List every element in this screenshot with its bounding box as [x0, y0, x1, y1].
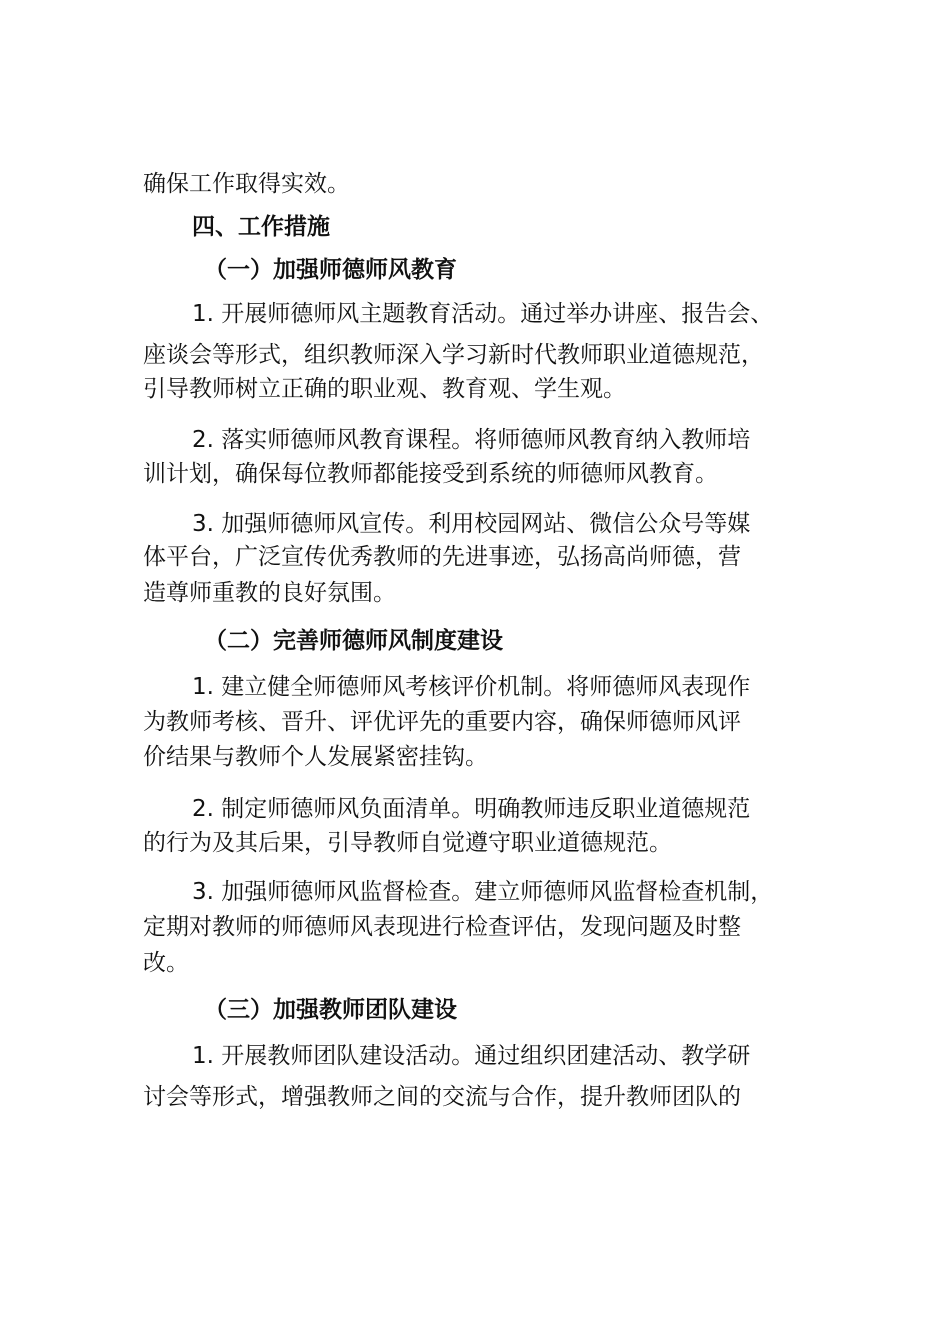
body-line: 座谈会等形式，组织教师深入学习新时代教师职业道德规范，: [143, 342, 764, 368]
body-line: 体平台，广泛宣传优秀教师的先进事迹，弘扬高尚师德，营: [143, 544, 741, 570]
body-line: 改。: [143, 950, 189, 976]
body-line: 1. 建立健全师德师风考核评价机制。将师德师风表现作: [192, 674, 751, 700]
body-line: 1. 开展教师团队建设活动。通过组织团建活动、教学研: [192, 1043, 751, 1069]
body-line: 2. 制定师德师风负面清单。明确教师违反职业道德规范: [192, 796, 751, 822]
body-line: 定期对教师的师德师风表现进行检查评估，发现问题及时整: [143, 914, 741, 940]
body-line: 造尊师重教的良好氛围。: [143, 580, 396, 606]
subsection-heading: （三）加强教师团队建设: [204, 997, 457, 1023]
body-line: 的行为及其后果，引导教师自觉遵守职业道德规范。: [143, 830, 672, 856]
body-line: 3. 加强师德师风宣传。利用校园网站、微信公众号等媒: [192, 511, 751, 537]
body-line: 2. 落实师德师风教育课程。将师德师风教育纳入教师培: [192, 427, 751, 453]
body-line: 价结果与教师个人发展紧密挂钩。: [143, 744, 488, 770]
section-heading: 四、工作措施: [192, 214, 330, 240]
subsection-heading: （一）加强师德师风教育: [204, 257, 457, 283]
body-line: 引导教师树立正确的职业观、教育观、学生观。: [143, 376, 626, 402]
subsection-heading: （二）完善师德师风制度建设: [204, 628, 503, 654]
body-line: 3. 加强师德师风监督检查。建立师德师风监督检查机制，: [192, 879, 774, 905]
body-line: 为教师考核、晋升、评优评先的重要内容，确保师德师风评: [143, 709, 741, 735]
body-line: 1. 开展师德师风主题教育活动。通过举办讲座、报告会、: [192, 301, 774, 327]
body-line: 训计划，确保每位教师都能接受到系统的师德师风教育。: [143, 461, 718, 487]
body-line: 讨会等形式，增强教师之间的交流与合作，提升教师团队的: [143, 1084, 741, 1110]
body-line: 确保工作取得实效。: [143, 171, 350, 197]
